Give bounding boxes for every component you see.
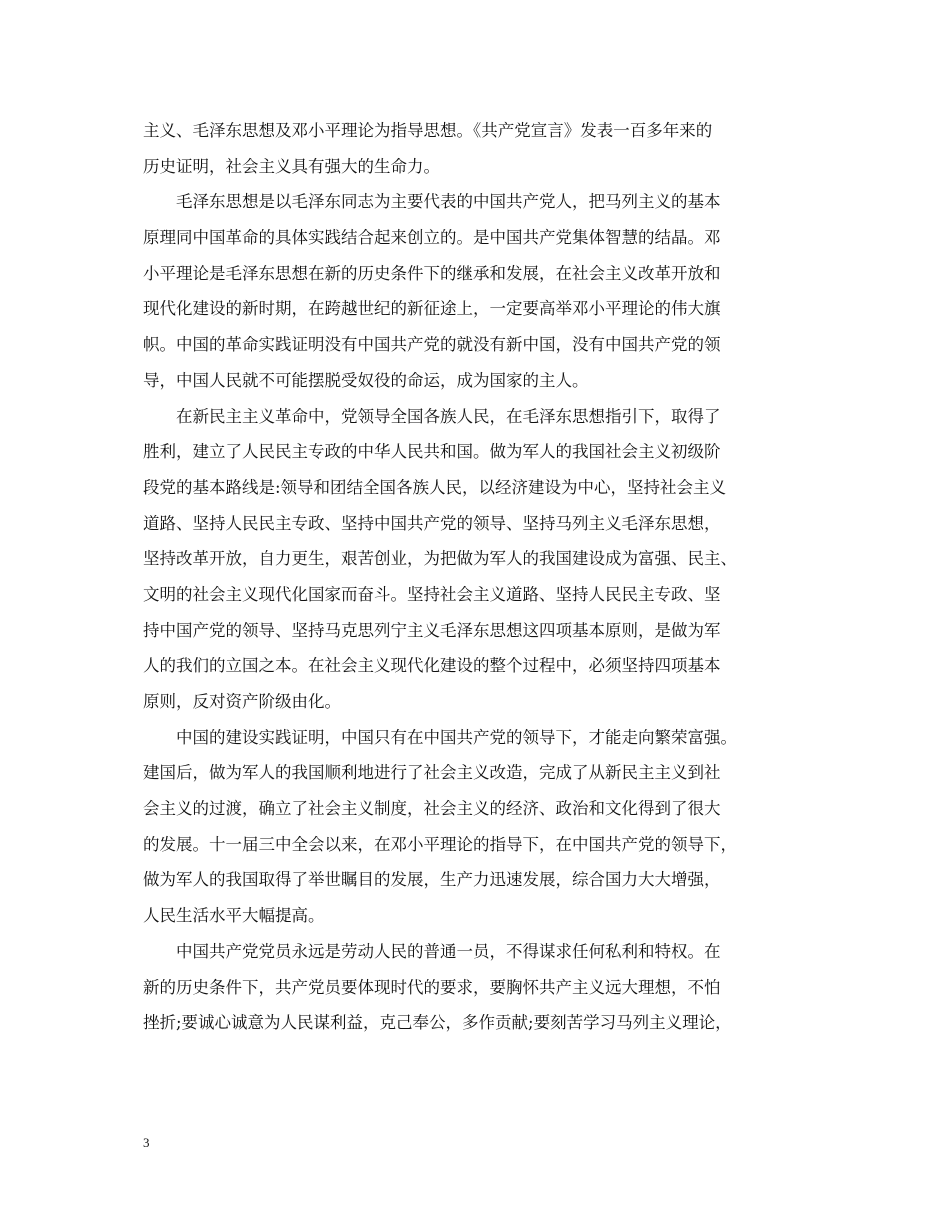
text-line: 的发展。十一届三中全会以来，在邓小平理论的指导下，在中国共产党的领导下，	[143, 834, 737, 854]
page-number: 3	[143, 1135, 150, 1150]
text-line: 中国的建设实践证明，中国只有在中国共产党的领导下，才能走向繁荣富强。	[143, 727, 737, 747]
text-line: 做为军人的我国取得了举世瞩目的发展，生产力迅速发展，综合国力大大增强，	[143, 870, 721, 890]
text-line: 新的历史条件下，共产党员要体现时代的要求，要胸怀共产主义远大理想，不怕	[143, 977, 721, 997]
text-line: 会主义的过渡，确立了社会主义制度，社会主义的经济、政治和文化得到了很大	[143, 799, 721, 819]
text-line: 原则，反对资产阶级由化。	[143, 692, 341, 711]
text-line: 帜。中国的革命实践证明没有中国共产党的就没有新中国，没有中国共产党的领	[143, 335, 721, 355]
text-line: 建国后，做为军人的我国顺利地进行了社会主义改造，完成了从新民主主义到社	[143, 763, 721, 783]
text-line: 持中国产党的领导、坚持马克思列宁主义毛泽东思想这四项基本原则，是做为军	[143, 620, 721, 640]
text-line: 小平理论是毛泽东思想在新的历史条件下的继承和发展，在社会主义改革开放和	[143, 263, 721, 283]
text-line: 原理同中国革命的具体实践结合起来创立的。是中国共产党集体智慧的结晶。邓	[143, 228, 721, 248]
text-line: 导，中国人民就不可能摆脱受奴役的命运，成为国家的主人。	[143, 370, 589, 390]
text-line: 主义、毛泽东思想及邓小平理论为指导思想。《共产党宣言》发表一百多年来的	[143, 121, 713, 140]
text-line: 人民生活水平大幅提高。	[143, 906, 325, 926]
text-line: 文明的社会主义现代化国家而奋斗。坚持社会主义道路、坚持人民民主专政、坚	[143, 584, 721, 604]
text-line: 人的我们的立国之本。在社会主义现代化建设的整个过程中，必须坚持四项基本	[143, 656, 721, 676]
text-line: 毛泽东思想是以毛泽东同志为主要代表的中国共产党人，把马列主义的基本	[143, 192, 721, 212]
text-line: 坚持改革开放，自力更生，艰苦创业，为把做为军人的我国建设成为富强、民主、	[143, 549, 737, 569]
text-line: 中国共产党党员永远是劳动人民的普通一员，不得谋求任何私利和特权。在	[143, 941, 721, 961]
text-line: 胜利，建立了人民民主专政的中华人民共和国。做为军人的我国社会主义初级阶	[143, 442, 721, 462]
text-line: 道路、坚持人民民主专政、坚持中国共产党的领导、坚持马列主义毛泽东思想，	[143, 513, 721, 533]
text-line: 在新民主主义革命中，党领导全国各族人民，在毛泽东思想指引下，取得了	[143, 406, 721, 426]
text-line: 历史证明，社会主义具有强大的生命力。	[143, 156, 440, 176]
text-line: 现代化建设的新时期，在跨越世纪的新征途上，一定要高举邓小平理论的伟大旗	[143, 299, 721, 319]
body-text	[143, 113, 807, 1041]
text-line: 挫折;要诚心诚意为人民谋利益，克己奉公，多作贡献;要刻苦学习马列主义理论，	[143, 1013, 732, 1033]
text-line: 段党的基本路线是:领导和团结全国各族人民，以经济建设为中心，坚持社会主义	[143, 477, 727, 497]
